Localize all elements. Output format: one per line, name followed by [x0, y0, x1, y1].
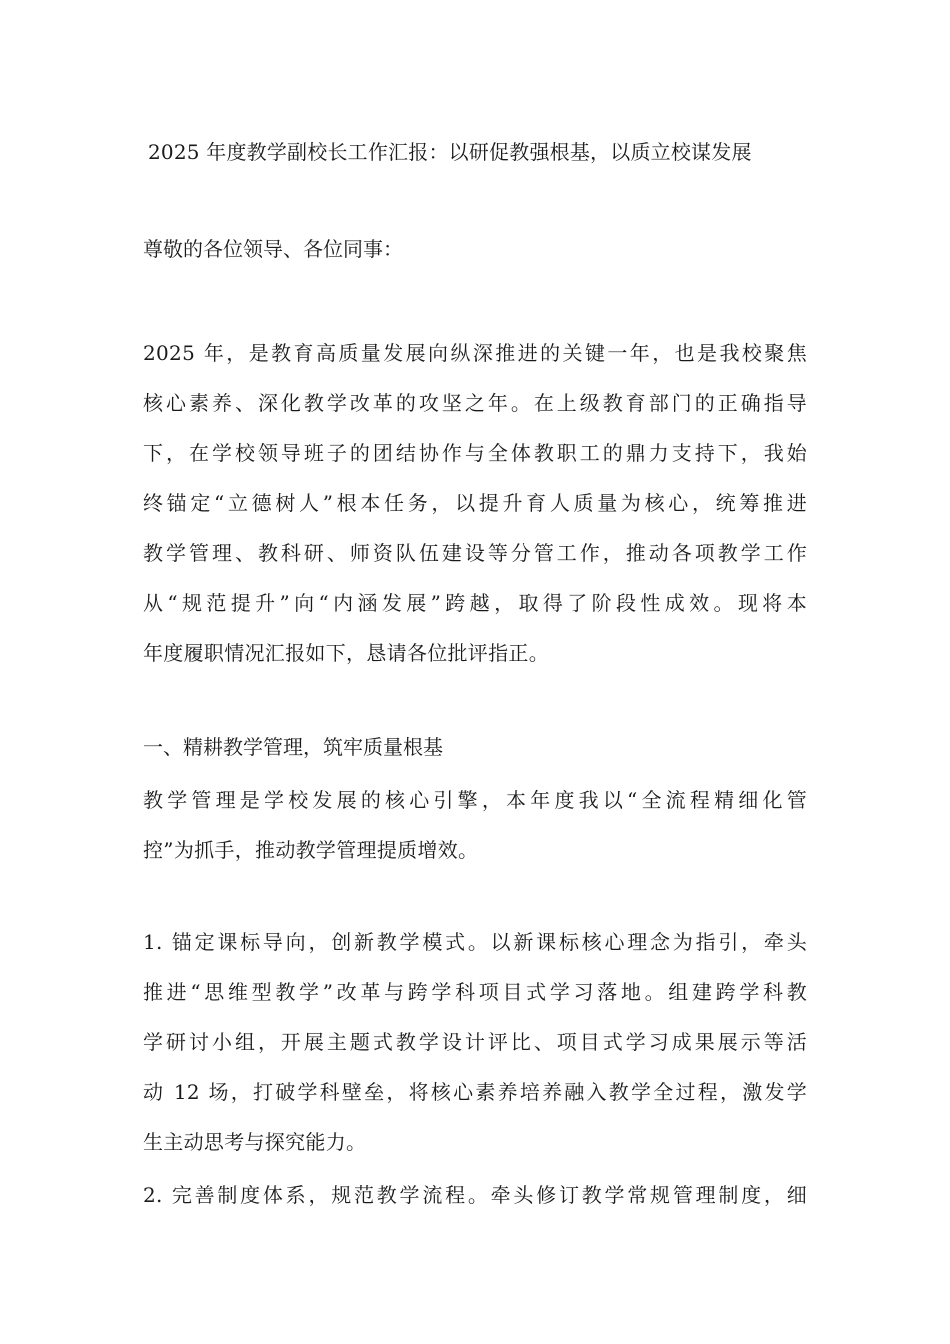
- paragraph-line: 年度履职情况汇报如下，恳请各位批评指正。: [143, 641, 549, 665]
- section-heading: 一、精耕教学管理，筑牢质量根基: [143, 735, 443, 759]
- paragraph-line: 教学管理、教科研、师资队伍建设等分管工作，推动各项教学工作: [143, 541, 807, 565]
- list-item-2: [143, 1170, 807, 1220]
- paragraph-line: 核心素养、深化教学改革的攻坚之年。在上级教育部门的正确指导: [143, 391, 807, 415]
- paragraph-line: 教学管理是学校发展的核心引擎，本年度我以“全流程精细化管: [143, 788, 807, 812]
- paragraph-line: 终锚定“立德树人”根本任务，以提升育人质量为核心，统筹推进: [143, 491, 807, 515]
- paragraph-line: 动 12 场，打破学科壁垒，将核心素养培养融入教学全过程，激发学: [143, 1080, 807, 1104]
- paragraph-line: 学研讨小组，开展主题式教学设计评比、项目式学习成果展示等活: [143, 1030, 807, 1054]
- paragraph-line: 推进“思维型教学”改革与跨学科项目式学习落地。组建跨学科教: [143, 980, 807, 1004]
- document-title: 2025 年度教学副校长工作汇报：以研促教强根基，以质立校谋发展: [148, 140, 752, 164]
- paragraph-line: 1. 锚定课标导向，创新教学模式。以新课标核心理念为指引，牵头: [143, 930, 807, 954]
- salutation: 尊敬的各位领导、各位同事：: [143, 237, 403, 261]
- intro-paragraph: [143, 328, 807, 678]
- section-intro-paragraph: [143, 775, 807, 875]
- list-item-1: [143, 917, 807, 1167]
- paragraph-line: 下，在学校领导班子的团结协作与全体教职工的鼎力支持下，我始: [143, 441, 807, 465]
- paragraph-line: 2025 年，是教育高质量发展向纵深推进的关键一年，也是我校聚焦: [143, 341, 807, 365]
- paragraph-line: 2. 完善制度体系，规范教学流程。牵头修订教学常规管理制度，细: [143, 1183, 807, 1207]
- paragraph-line: 生主动思考与探究能力。: [143, 1130, 367, 1154]
- paragraph-line: 从“规范提升”向“内涵发展”跨越，取得了阶段性成效。现将本: [143, 591, 807, 615]
- paragraph-line: 控”为抓手，推动教学管理提质增效。: [143, 838, 479, 862]
